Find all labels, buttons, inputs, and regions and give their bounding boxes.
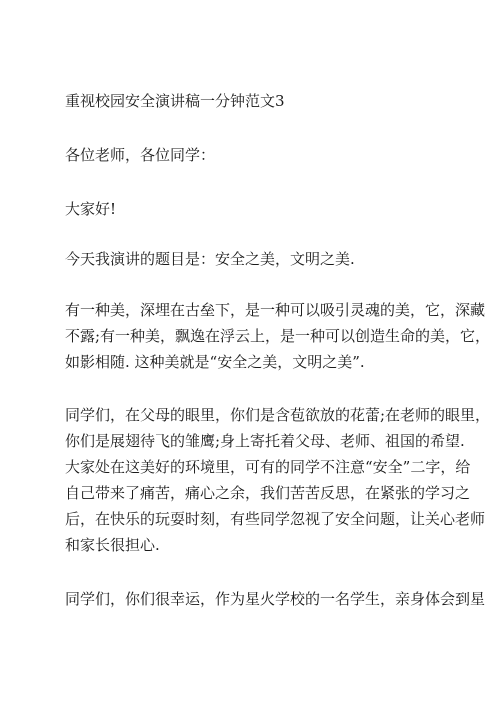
paragraph2-line: 后，在快乐的玩耍时刻，有些同学忽视了安全问题，让关心老师 [65, 510, 486, 528]
paragraph2-line: 你们是展翅待飞的雏鹰;身上寄托着父母、老师、祖国的希望. [65, 432, 465, 450]
paragraph2-line: 自己带来了痛苦，痛心之余，我们苦苦反思，在紧张的学习之 [65, 484, 471, 502]
paragraph1-line: 有一种美，深埋在古垒下，是一种可以吸引灵魂的美，它，深藏 [65, 301, 486, 319]
paragraph3-line: 同学们，你们很幸运，作为星火学校的一名学生，亲身体会到星 [65, 590, 486, 608]
paragraph2-line: 同学们，在父母的眼里，你们是含苞欲放的花蕾;在老师的眼里， [65, 406, 491, 424]
paragraph1-line: 如影相随. 这种美就是“安全之美，文明之美”. [65, 353, 365, 371]
document-title: 重视校园安全演讲稿一分钟范文3 [65, 92, 285, 110]
paragraph2-line: 和家长很担心. [65, 536, 160, 554]
salutation-line: 大家好! [65, 200, 117, 218]
paragraph2-line: 大家处在这美好的环境里，可有的同学不注意“安全”二字，给 [65, 458, 471, 476]
intro-line: 今天我演讲的题目是：安全之美，文明之美. [65, 250, 355, 268]
greeting-line: 各位老师，各位同学： [65, 146, 216, 164]
paragraph1-line: 不露;有一种美，飘逸在浮云上，是一种可以创造生命的美，它， [65, 327, 491, 345]
